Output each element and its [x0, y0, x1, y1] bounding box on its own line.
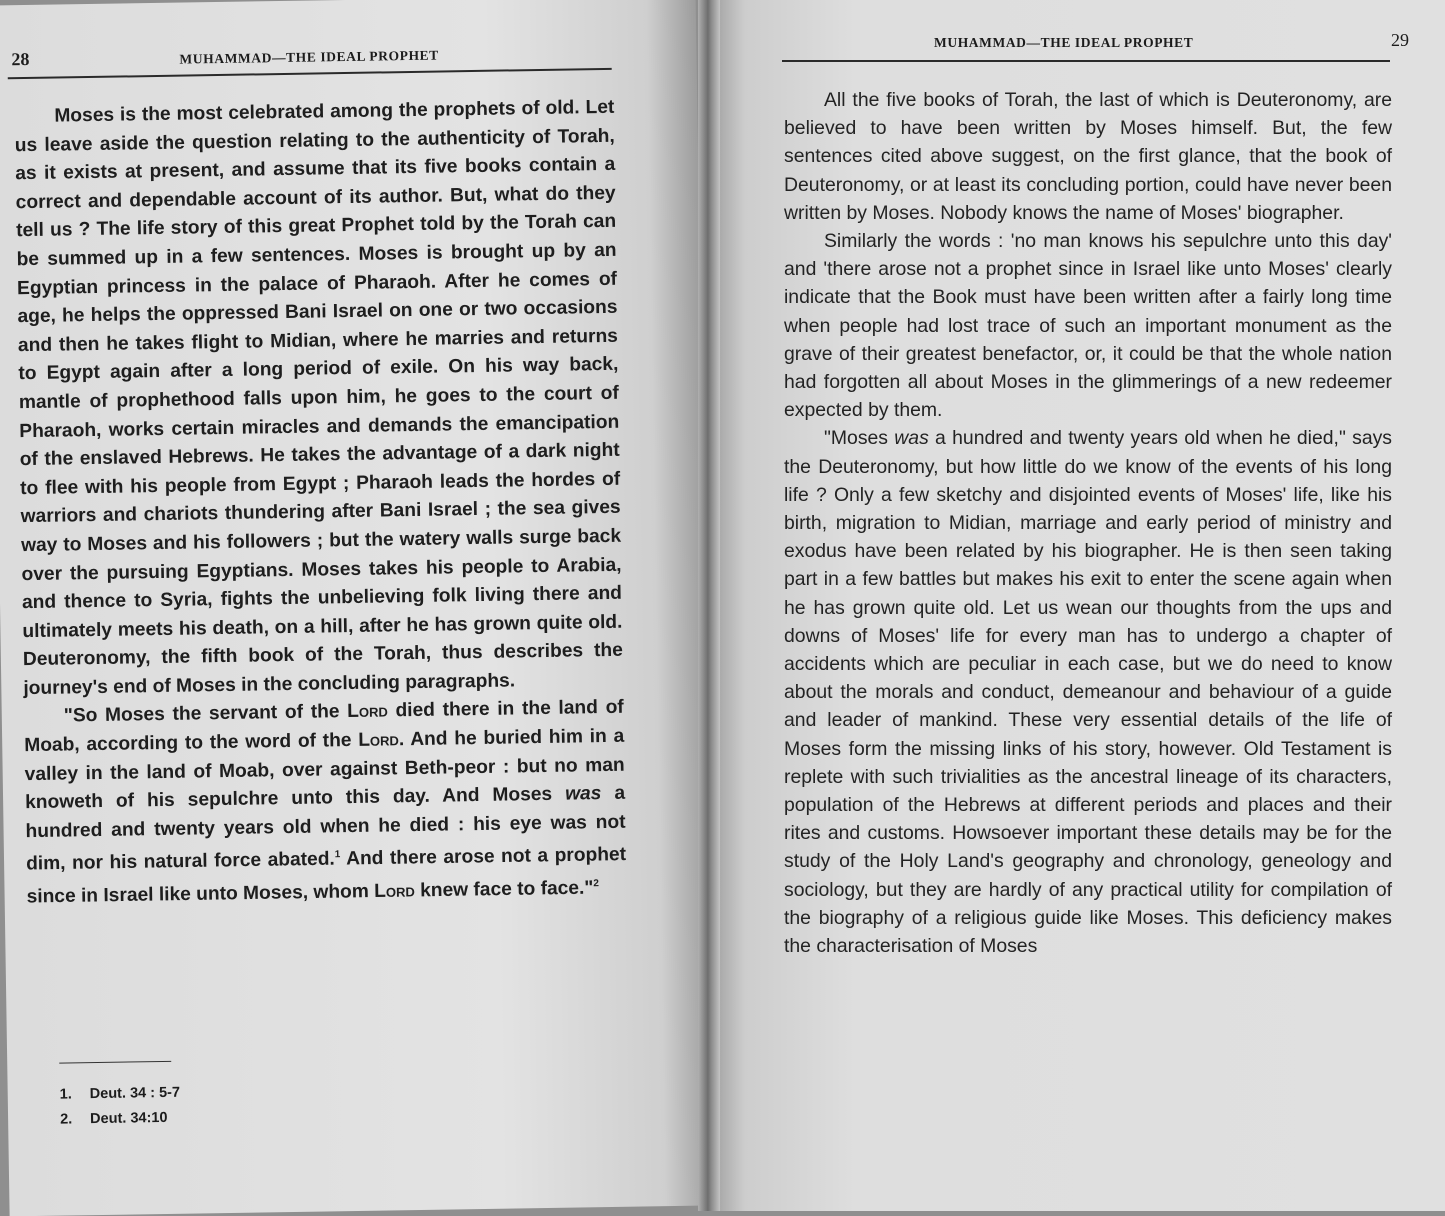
left-body-text: [14, 94, 627, 913]
right-body-text: [784, 86, 1392, 960]
right-running-head: [934, 30, 1409, 51]
left-running-title: MUHAMMAD—THE IDEAL PROPHET: [179, 47, 439, 67]
right-running-title: MUHAMMAD—THE IDEAL PROPHET: [934, 35, 1194, 50]
deuteronomy-quote: "So Moses the servant of the Lord died there in the land of Moab, according to the word of the Lord. And he buried him in a valley in the land of Moab, over against Beth-peor : but no man knoweth of his sepulchre unto this day. And Moses was a hundred and twenty years old when he died : his eye was not dim, nor his natural force abated.$^1$ And there arose not a prophet since in Israel like unto Moses, whom Lord knew face to face."$^2$: [24, 697, 627, 908]
right-page-number: 29: [1391, 30, 1409, 50]
left-footnotes: [60, 1081, 181, 1133]
footnote-ref-2: 2: [593, 878, 600, 890]
left-page-number: 28: [11, 48, 30, 70]
footnote-2: 2. Deut. 34:10: [60, 1109, 168, 1128]
right-paragraph-2: Similarly the words : 'no man knows his sepulchre unto this day' and 'there arose not a prophet since in Israel like unto Moses' clearly indicate that the Book must have been written after a fairly long time when people had lost trace of such an important monument as the grave of their greatest benefactor, or, it could be that the whole nation had forgotten all about Moses in the glimmerings of a new redeemer expected by them.: [784, 230, 1392, 422]
right-paragraph-1: All the five books of Torah, the last of which is Deuteronomy, are believed to have been written by Moses himself. But, the few sentences cited above suggest, on the first glance, that the book of Deuteronomy, or at least its concluding portion, could have never been written by Moses. Nobody knows the name of Moses' biographer.: [784, 89, 1392, 224]
left-header-rule: [8, 68, 612, 79]
left-page: [0, 0, 715, 1216]
right-page: [708, 0, 1445, 1211]
footnote-ref-1: 1: [334, 849, 341, 861]
footnote-rule: [59, 1061, 171, 1064]
footnote-1: 1. Deut. 34 : 5-7: [59, 1084, 181, 1103]
left-running-head: [11, 43, 439, 71]
book-gutter: [698, 0, 720, 1211]
left-paragraph-1: Moses is the most celebrated among the prophets of old. Let us leave aside the question relating to the authenticity of Torah, as it exists at present, and assume that its five books contain a correct and dependable account of its author. But, what do they tell us ? The life story of this great Prophet told by the Torah can be summed up in a few sentences. Moses is brought up by an Egyptian princess in the palace of Pharaoh. After he comes of age, he helps the oppressed Bani Israel on one or two occasions and then he takes flight to Midian, where he marries and returns to Egypt again after a long period of exile. On his way back, mantle of prophethood falls upon him, he goes to the court of Pharaoh, works certain miracles and demands the emancipation of the enslaved Hebrews. He takes the advantage of a dark night to flee with his people from Egypt ; Pharaoh leads the hordes of warriors and chariots thundering after Bani Israel ; the sea gives way to Moses and his followers ; but the watery walls surge back over the pursuing Egyptians. Moses takes his people to Arabia, and thence to Syria, fights the unbelieving folk living there and ultimately meets his death, on a hill, after he has grown quite old. Deuteronomy, the fifth book of the Torah, thus describes the journey's end of Moses in the concluding paragraphs.: [14, 96, 623, 700]
right-header-rule: [782, 60, 1390, 62]
right-paragraph-3: "Moses was a hundred and twenty years old when he died," says the Deuteronomy, but how little do we know of the events of his long life ? Only a few sketchy and disjointed events of Moses' life, like his birth, migration to Midian, marriage and early period of ministry and exodus have been related by his biographer. He is then seen taking part in a few battles but makes his exit to enter the scene again when he has grown quite old. Let us wean our thoughts from the ups and downs of Moses' life for every man has to undergo a chapter of accidents which are peculiar in each case, but we do need to know about the morals and conduct, demeanour and behaviour of a guide and leader of mankind. These very essential details of the life of Moses form the missing links of his story, however. Old Testament is replete with such trivialities as the ancestral lineage of its characters, population of the Hebrews at different periods and places and their rites and customs. Howsoever important these details may be for the study of the Holy Land's geography and chronology, geneology and sociology, but they are hardly of any practical utility for compilation of the biography of a religious guide like Moses. This deficiency makes the characterisation of Moses: [784, 427, 1392, 958]
